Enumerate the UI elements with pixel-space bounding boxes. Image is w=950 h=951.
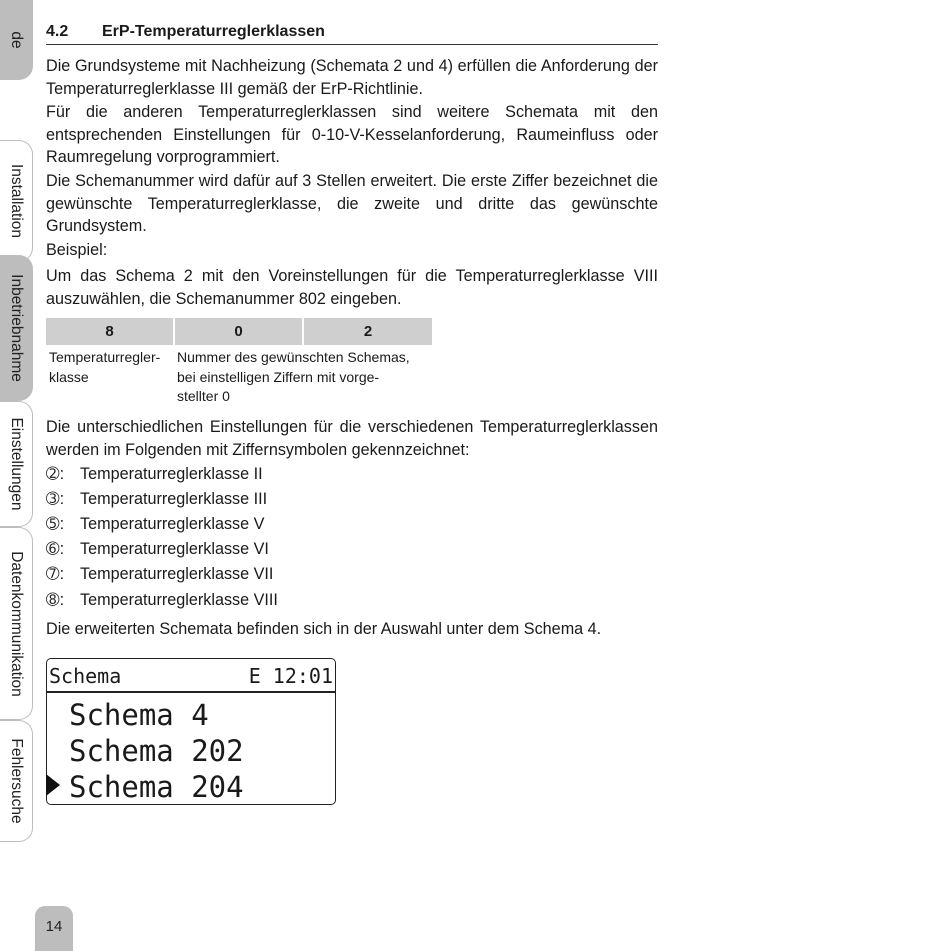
list-item	[46, 463, 263, 485]
paragraph: Die Grundsysteme mit Nachheizung (Schemata 2 und 4) erfüllen die Anforderung der Temperaturreglerklasse III gemäß der ErP-Richtlinie.	[46, 57, 658, 98]
side-tab-einstellungen[interactable]	[0, 401, 33, 527]
table-digit-cell: 8	[46, 318, 173, 345]
side-tab-label: de	[8, 31, 25, 49]
digit-symbol: ➁:	[46, 465, 65, 483]
list-item-text: Temperaturreglerklasse II	[80, 465, 263, 483]
list-item-text: Temperaturreglerklasse III	[80, 490, 268, 508]
selection-cursor-icon	[46, 774, 60, 796]
section-number: 4.2	[46, 23, 69, 40]
table-digit-cell: 2	[304, 318, 432, 345]
side-tab-label: Fehlersuche	[8, 738, 25, 824]
list-item	[46, 563, 273, 585]
side-tab-label: Installation	[8, 163, 25, 239]
table-digit-cell: 0	[175, 318, 302, 345]
side-tab-label: Inbetriebnahme	[8, 274, 25, 382]
display-menu-item[interactable]: Schema 4	[69, 698, 209, 732]
list-item	[46, 513, 264, 535]
digit-symbol: ➇:	[46, 591, 65, 609]
table-description: Nummer des gewünschten Schemas, bei einstelligen Ziffern mit vorge- stellter 0	[177, 349, 410, 404]
section-title: ErP-Temperaturreglerklassen	[102, 23, 325, 40]
table-description: Temperaturregler- klasse	[49, 349, 161, 385]
display-header-title: Schema	[49, 664, 122, 688]
list-item-text: Temperaturreglerklasse VIII	[80, 591, 278, 609]
display-header	[47, 659, 335, 693]
side-tab-installation[interactable]	[0, 140, 33, 262]
paragraph: Die unterschiedlichen Einstellungen für die verschiedenen Temperaturreglerklassen werden im Folgenden mit Ziffernsymbolen gekennzeichnet:	[46, 418, 658, 459]
list-item	[46, 488, 267, 510]
display-menu-item[interactable]: Schema 202	[69, 734, 244, 768]
paragraph: Um das Schema 2 mit den Voreinstellungen für die Temperaturreglerklasse VIII auszuwählen, die Schemanummer 802 eingeben.	[46, 267, 658, 308]
side-tab-fehlersuche[interactable]	[0, 720, 33, 842]
paragraph: Für die anderen Temperaturreglerklassen sind weitere Schemata mit den entsprechenden Einstellungen für 0-10-V-Kesselanforderung, Raumeinfluss oder Raumregelung vorprogrammiert.	[46, 103, 658, 166]
side-tab-label: Datenkommunikation	[8, 550, 25, 697]
display-menu-item-selected[interactable]: Schema 204	[69, 770, 244, 804]
paragraph: Die Schemanummer wird dafür auf 3 Stellen erweitert. Die erste Ziffer bezeichnet die gewünschte Temperaturreglerklasse, die zweite und dritte das gewünschte Grundsystem.	[46, 172, 658, 235]
list-item	[46, 589, 278, 611]
side-tab-inbetriebnahme[interactable]	[0, 255, 33, 401]
display-header-time: E 12:01	[248, 664, 333, 688]
list-item-text: Temperaturreglerklasse VII	[80, 565, 274, 583]
page-number: 14	[35, 906, 73, 951]
digit-symbol: ➂:	[46, 490, 65, 508]
side-tab-label: Einstellungen	[8, 417, 25, 511]
controller-display	[46, 658, 336, 805]
list-item	[46, 538, 269, 560]
section-heading	[46, 22, 658, 45]
side-tab-de[interactable]	[0, 0, 33, 80]
digit-symbol: ➄:	[46, 515, 65, 533]
list-item-text: Temperaturreglerklasse VI	[80, 540, 269, 558]
paragraph: Beispiel:	[46, 241, 108, 259]
digit-symbol: ➆:	[46, 565, 65, 583]
paragraph: Die erweiterten Schemata befinden sich in der Auswahl unter dem Schema 4.	[46, 620, 602, 638]
list-item-text: Temperaturreglerklasse V	[80, 515, 265, 533]
side-tab-datenkommunikation[interactable]	[0, 527, 33, 720]
digit-symbol: ➅:	[46, 540, 65, 558]
